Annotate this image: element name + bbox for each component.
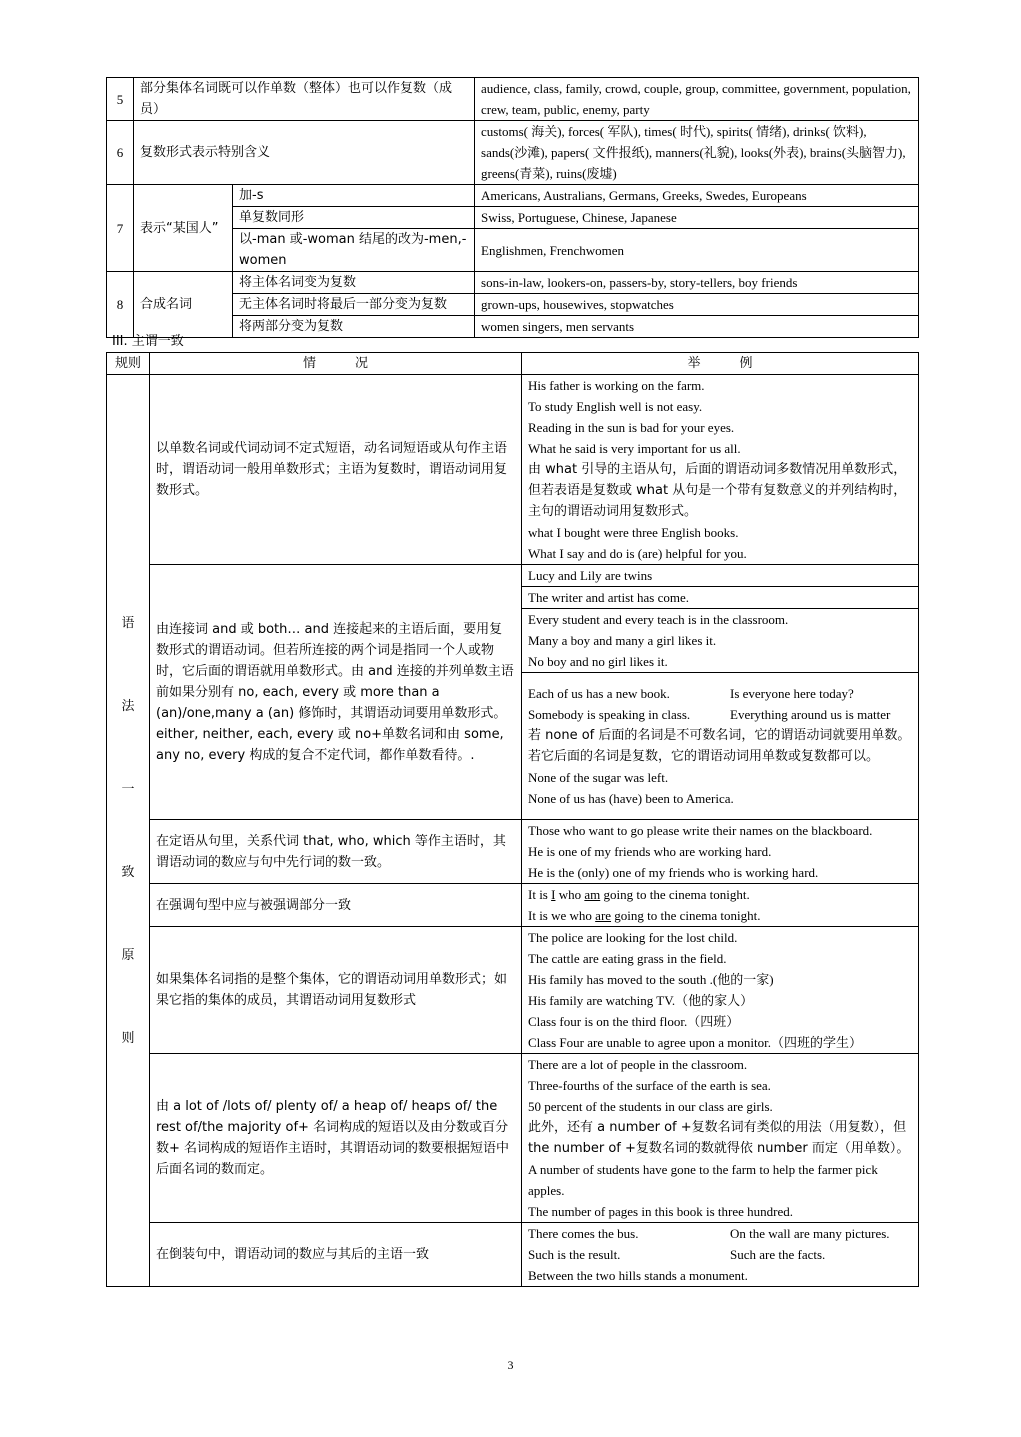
rule-cell: 表示“某国人” (134, 185, 233, 272)
sub-rule-cell: 无主体名词时将最后一部分变为复数 (233, 294, 475, 316)
sub-rule-cell: 加-s (233, 185, 475, 207)
example-cell: The police are looking for the lost child. The cattle are eating grass in the field. His family has moved to the south .(他的一家) His family are watching TV.（他的家人） Class four is on the third floor.（四班） Class Four are unable to agree upon a monitor.（四班的学生） (522, 927, 919, 1054)
example-cell: Those who want to go please write their names on the blackboard. He is one of my friends who are working hard. He is the (only) one of my friends who is working hard. (522, 820, 919, 884)
table-row (107, 884, 919, 927)
row-number: 6 (107, 121, 134, 185)
rule-cell: 部分集体名词既可以作单数（整体）也可以作复数（成员） (134, 78, 475, 121)
example-cell: grown-ups, housewives, stopwatches (475, 294, 919, 316)
rule-cell: 合成名词 (134, 272, 233, 338)
example-cell: Lucy and Lily are twins (522, 565, 919, 587)
row-number: 7 (107, 185, 134, 272)
table-row (107, 820, 919, 884)
example-cell: Swiss, Portuguese, Chinese, Japanese (475, 207, 919, 229)
example-cell: women singers, men servants (475, 316, 919, 338)
situation-cell: 在强调句型中应与被强调部分一致 (150, 884, 522, 927)
header-situation: 情 况 (150, 353, 522, 375)
situation-cell: 以单数名词或代词动词不定式短语，动名词短语或从句作主语时，谓语动词一般用单数形式；主语为复数时，谓语动词用复数形式。 (150, 375, 522, 565)
subject-verb-agreement-table (106, 352, 919, 1287)
noun-plural-table (106, 77, 919, 338)
table-row (107, 565, 919, 587)
example-cell: Every student and every teach is in the classroom. Many a boy and many a girl likes it. No boy and no girl likes it. (522, 609, 919, 673)
header-row (107, 353, 919, 375)
sub-rule-cell: 将两部分变为复数 (233, 316, 475, 338)
table-row (107, 121, 919, 185)
sub-rule-cell: 将主体名词变为复数 (233, 272, 475, 294)
situation-cell: 由 a lot of /lots of/ plenty of/ a heap of/ heaps of/ the rest of/the majority of+ 名词构成的短语以及由分数或百分数+ 名词构成的短语作主语时，其谓语动词的数要根据短语中后面名词的数而定。 (150, 1054, 522, 1223)
example-cell: audience, class, family, crowd, couple, group, committee, government, population, crew, team, public, enemy, party (475, 78, 919, 121)
table-row (107, 78, 919, 121)
table-row (107, 272, 919, 294)
table-row (107, 1223, 919, 1287)
situation-cell: 如果集体名词指的是整个集体，它的谓语动词用单数形式；如果它指的集体的成员，其谓语动词用复数形式 (150, 927, 522, 1054)
situation-cell: 由连接词 and 或 both… and 连接起来的主语后面，要用复数形式的谓语动词。但若所连接的两个词是指同一个人或物时，它后面的谓语就用单数形式。由 and 连接的并列单数主语前如果分别有 no, each, every 或 more than a (an)/one,many a (an) 修饰时，其谓语动词要用单数形式。either, neither, each, every 或 no+单数名词和由 some, any no, every 构成的复合不定代词，都作单数看待。. (150, 565, 522, 820)
table-row (107, 1054, 919, 1223)
header-example: 举 例 (522, 353, 919, 375)
rule-cell: 复数形式表示特别含义 (134, 121, 475, 185)
example-cell: Each of us has a new book. Is everyone here today? Somebody is speaking in class. Everything around us is matter 若 none of 后面的名词是不可数名词，它的谓语动词就要用单数。若它后面的名词是复数，它的谓语动词用单数或复数都可以。 None of the sugar was left. None of us has (have) been to America. (522, 673, 919, 820)
sub-rule-cell: 单复数同形 (233, 207, 475, 229)
example-cell: The writer and artist has come. (522, 587, 919, 609)
example-cell: Englishmen, Frenchwomen (475, 229, 919, 272)
situation-cell: 在倒装句中，谓语动词的数应与其后的主语一致 (150, 1223, 522, 1287)
example-cell: customs( 海关), forces( 军队), times( 时代), spirits( 情绪), drinks( 饮料), sands(沙滩), papers( 文件报纸), manners(礼貌), looks(外表), brains(头脑智力), greens(青菜), ruins(废墟) (475, 121, 919, 185)
row-number: 5 (107, 78, 134, 121)
table-row (107, 927, 919, 1054)
row-number: 8 (107, 272, 134, 338)
example-cell: There comes the bus. On the wall are many pictures. Such is the result. Such are the facts. Between the two hills stands a monument. (522, 1223, 919, 1287)
section-title: III. 主谓一致 (112, 334, 184, 349)
table-row (107, 375, 919, 565)
example-cell: Americans, Australians, Germans, Greeks, Swedes, Europeans (475, 185, 919, 207)
page-number: 3 (507, 1358, 514, 1372)
example-cell: His father is working on the farm. To study English well is not easy. Reading in the sun is bad for your eyes. What he said is very important for us all. 由 what 引导的主语从句，后面的谓语动词多数情况用单数形式，但若表语是复数或 what 从句是一个带有复数意义的并列结构时，主句的谓语动词用复数形式。 what I bought were three English books. What I say and do is (are) helpful for you. (522, 375, 919, 565)
example-cell: sons-in-law, lookers-on, passers-by, story-tellers, boy friends (475, 272, 919, 294)
sub-rule-cell: 以-man 或-woman 结尾的改为-men,-women (233, 229, 475, 272)
header-rule: 规则 (107, 353, 150, 375)
vertical-rule-label: 语 法 一 致 原 则 (107, 375, 150, 1287)
situation-cell: 在定语从句里，关系代词 that, who, which 等作主语时，其谓语动词的数应与句中先行词的数一致。 (150, 820, 522, 884)
example-cell: There are a lot of people in the classroom. Three-fourths of the surface of the earth is sea. 50 percent of the students in our class are girls. 此外，还有 a number of +复数名词有类似的用法（用复数），但 the number of +复数名词的数就得依 number 而定（用单数）。 A number of students have gone to the farm to help the farmer pick apples. The number of pages in this book is three hundred. (522, 1054, 919, 1223)
table-row (107, 185, 919, 207)
example-cell: It is I who am going to the cinema tonight. It is we who are going to the cinema tonight. (522, 884, 919, 927)
